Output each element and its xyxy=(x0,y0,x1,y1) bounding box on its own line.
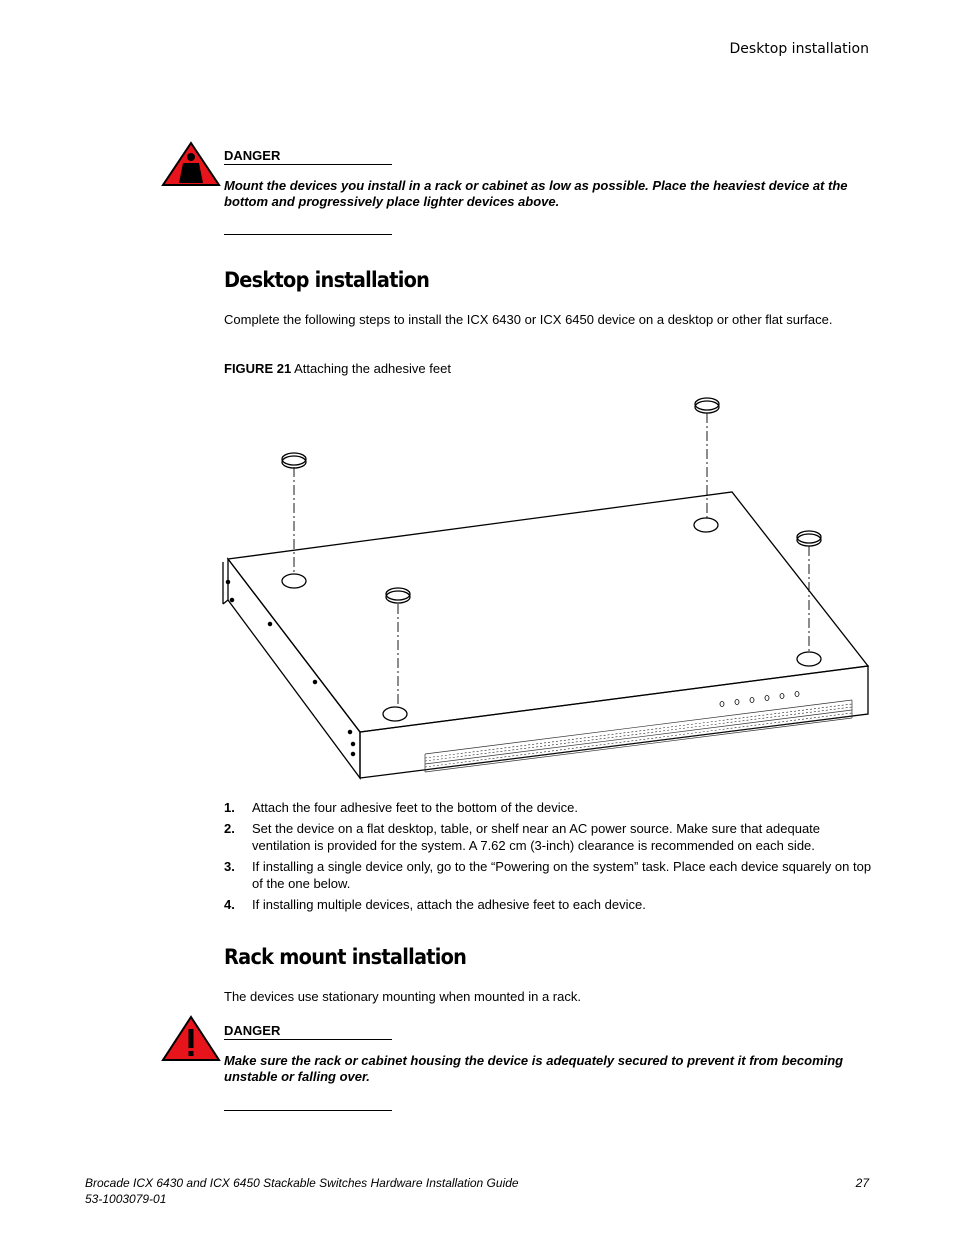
rack-mount-installation-heading: Rack mount installation xyxy=(224,945,467,969)
figure-caption xyxy=(224,361,451,376)
danger-end-rule-2 xyxy=(224,1110,392,1111)
step-text: Set the device on a flat desktop, table, or shelf near an AC power source. Make sure that adequate ventilation is provided for the system. A 7.62 cm (3-inch) clearance is recommended on each side. xyxy=(252,821,821,853)
step-item xyxy=(224,799,874,816)
danger-text-2: Make sure the rack or cabinet housing the device is adequately secured to prevent it from becoming unstable or falling over. xyxy=(224,1053,844,1084)
step-number: 4. xyxy=(224,897,235,912)
desktop-intro: Complete the following steps to install the ICX 6430 or ICX 6450 device on a desktop or other flat surface. xyxy=(224,312,833,327)
desktop-installation-heading: Desktop installation xyxy=(224,268,430,292)
danger-label-2: DANGER xyxy=(224,1023,392,1040)
rack-intro: The devices use stationary mounting when mounted in a rack. xyxy=(224,989,581,1004)
switch-top-face xyxy=(228,492,868,732)
danger-end-rule-1 xyxy=(224,234,392,235)
figure-title: Attaching the adhesive feet xyxy=(294,361,451,376)
step-number: 2. xyxy=(224,821,235,836)
step-number: 1. xyxy=(224,800,235,815)
danger-label-1: DANGER xyxy=(224,148,392,165)
heavy-weight-warning-icon xyxy=(161,141,221,187)
installation-steps xyxy=(224,799,874,917)
running-header: Desktop installation xyxy=(729,41,869,57)
step-item xyxy=(224,858,874,892)
danger-text-1: Mount the devices you install in a rack or cabinet as low as possible. Place the heaviest device at the bottom and progressively place lighter devices above. xyxy=(224,178,848,209)
step-item xyxy=(224,820,874,854)
step-number: 3. xyxy=(224,859,235,874)
figure-label: FIGURE 21 xyxy=(224,361,292,376)
step-text: If installing a single device only, go to the “Powering on the system” task. Place each device squarely on top of the one below. xyxy=(252,859,872,891)
step-item xyxy=(224,896,874,913)
step-text: If installing multiple devices, attach the adhesive feet to each device. xyxy=(252,897,646,912)
footer-left xyxy=(85,1175,519,1207)
footer-title: Brocade ICX 6430 and ICX 6450 Stackable Switches Hardware Installation Guide xyxy=(85,1176,519,1190)
page-number: 27 xyxy=(855,1176,869,1190)
adhesive-feet-figure xyxy=(220,392,875,788)
status-leds xyxy=(720,692,799,707)
footer-doc-number: 53-1003079-01 xyxy=(85,1192,167,1206)
exclamation-warning-icon xyxy=(161,1015,221,1063)
step-text: Attach the four adhesive feet to the bottom of the device. xyxy=(252,800,578,815)
